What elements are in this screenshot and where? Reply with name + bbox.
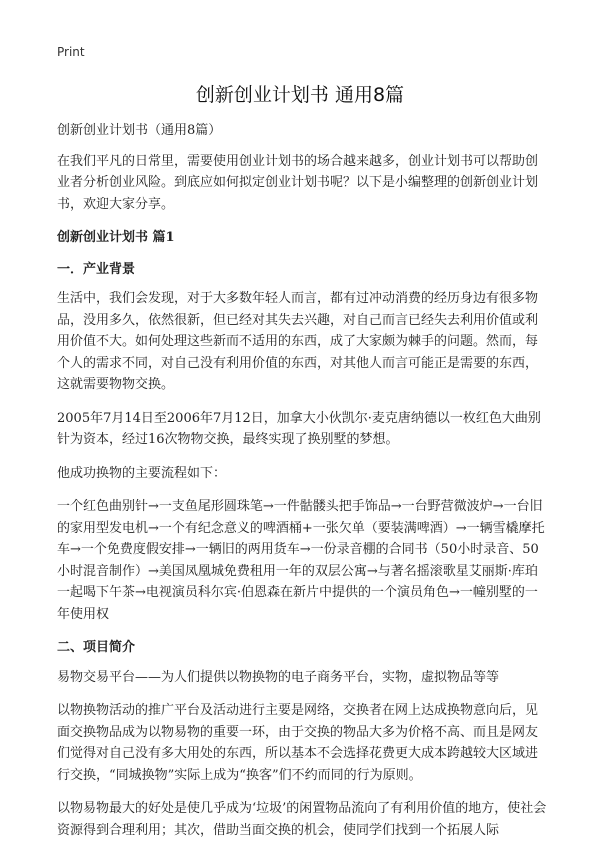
paragraph: 以物易物最大的好处是使几乎成为‘垃圾’的闲置物品流向了有利用价值的地方，使社会资源得到合理利用；其次，借助当面交换的机会，使同学们找到一个拓展人际 — [57, 801, 547, 838]
intro-paragraph: 在我们平凡的日常里，需要使用创业计划书的场合越来越多，创业计划书可以帮助创业者分析创业风险。到底应如何拟定创业计划书呢？以下是小编整理的创新创业计划书，欢迎大家分享。 — [57, 153, 539, 212]
paragraph: 一个红色曲别针→一支鱼尾形圆珠笔→一件骷髅头把手饰品→一台野营微波炉→一台旧的家用型发电机→一个有纪念意义的啤酒桶+一张欠单（要装满啤酒）→一辆雪橇摩托车→一个免费度假安排→一辆旧的两用货车→一份录音棚的合同书（50小时录音、50小时混音制作）→美国凤凰城免费租用一年的双层公寓→与著名摇滚歌星艾丽斯·库珀一起喝下午茶→电视演员科尔宾·伯恩森在新片中提供的一个演员角色→一幢别墅的一年使用权 — [57, 499, 545, 622]
paragraph: 生活中，我们会发现，对于大多数年轻人而言，都有过冲动消费的经历身边有很多物品，没用多久，依然很新，但已经对其失去兴趣，对自己而言已经失去利用价值或利用价值不大。如何处理这些新而不适用的东西，成了大家颇为棘手的问题。然而，每个人的需求不同，对自己没有利用价值的东西，对其他人而言可能正是需要的东西，这就需要物物交换。 — [57, 291, 539, 392]
paragraph: 易物交易平台——为人们提供以物换物的电子商务平台，实物，虚拟物品等等 — [57, 669, 500, 685]
print-link[interactable]: Print — [57, 45, 85, 59]
article-heading: 创新创业计划书 篇1 — [57, 230, 175, 245]
paragraph: 他成功换物的主要流程如下： — [57, 465, 227, 481]
section-heading-industry-background: 一．产业背景 — [57, 261, 136, 277]
paragraph: 2005年7月14日至2006年7月12日，加拿大小伙凯尔·麦克唐纳德以一枚红色大曲别针为资本，经过16次物物交换，最终实现了换别墅的梦想。 — [57, 410, 541, 447]
paragraph: 以物换物活动的推广平台及活动进行主要是网络，交换者在网上达成换物意向后，见面交换物品成为以物易物的重要一环，由于交换的物品大多为价格不高、而且是网友们觉得对自己没有多大用处的东西，所以基本不会选择花费更大成本跨越较大区域进行交换，“同城换物”实际上成为“换客”们不约而同的行为原则。 — [57, 703, 539, 783]
page-title: 创新创业计划书 通用8篇 — [195, 84, 405, 106]
section-heading-project-intro: 二、项目简介 — [57, 640, 136, 655]
document-body — [57, 120, 547, 853]
document-subtitle: 创新创业计划书（通用8篇） — [57, 123, 222, 138]
